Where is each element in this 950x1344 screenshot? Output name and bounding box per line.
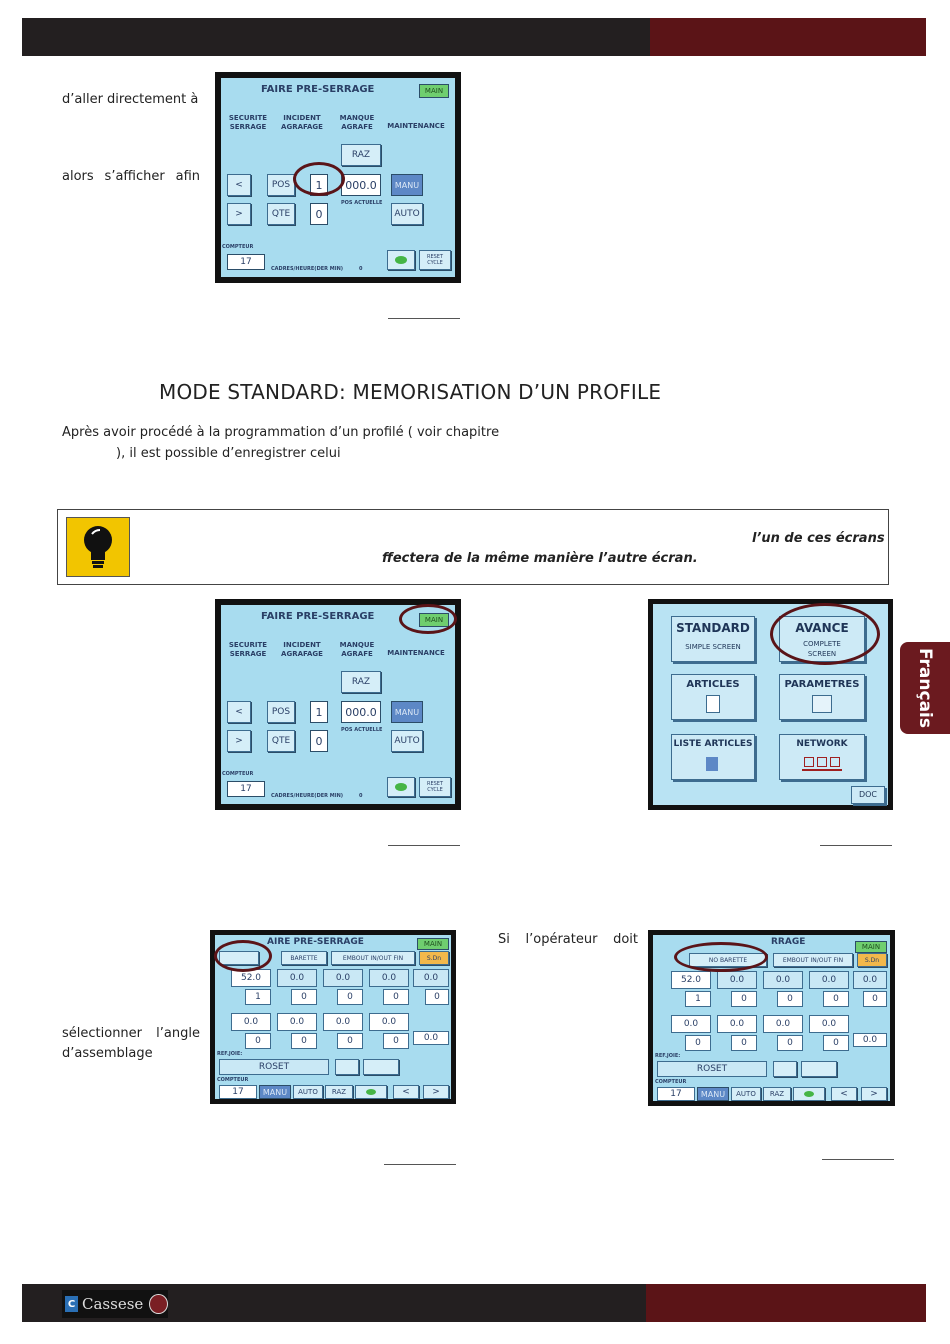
counter-field: 17: [227, 781, 265, 797]
auto-button[interactable]: AUTO: [293, 1085, 323, 1099]
table-cell[interactable]: 52.0: [671, 971, 711, 989]
table-cell[interactable]: 0.0: [717, 1015, 757, 1033]
main-button[interactable]: MAIN: [417, 938, 449, 950]
raz-button[interactable]: RAZ: [325, 1085, 353, 1099]
sdn-button[interactable]: S.Dn: [857, 953, 887, 967]
table-cell[interactable]: 52.0: [231, 969, 271, 987]
tip-box: [57, 509, 889, 585]
header-bar: [22, 18, 650, 56]
qte-button[interactable]: QTE: [267, 730, 295, 752]
bottom-text-right: Si l’opérateur doit: [498, 932, 638, 947]
table-cell[interactable]: 0: [823, 991, 849, 1007]
label-cadres: CADRES/HEURE(DER MIN): [271, 793, 344, 799]
main-button[interactable]: MAIN: [419, 613, 449, 627]
language-tab[interactable]: [900, 642, 950, 734]
folder-icon: [812, 695, 832, 713]
cadres-value: 0: [359, 266, 363, 272]
position-index-field[interactable]: 1: [310, 701, 328, 723]
screenshot-main-1: [215, 72, 461, 283]
reset-cycle-button[interactable]: RESET CYCLE: [419, 250, 451, 270]
position-index-field[interactable]: 1: [310, 174, 328, 196]
manu-button[interactable]: MANU: [391, 174, 423, 196]
table-cell[interactable]: 0: [337, 989, 363, 1005]
counter-field: 17: [219, 1085, 257, 1099]
table-cell[interactable]: 0.0: [323, 969, 363, 987]
auto-button[interactable]: AUTO: [731, 1087, 761, 1101]
table-cell[interactable]: 0: [337, 1033, 363, 1049]
label-incident: INCIDENT AGRAFAGE: [281, 114, 323, 131]
network-button[interactable]: NETWORK: [779, 734, 865, 780]
table-cell[interactable]: 0: [685, 1035, 711, 1051]
label-manque: MANQUE AGRAFE: [339, 114, 375, 131]
highlight-ring: [293, 162, 345, 196]
raz-button[interactable]: RAZ: [341, 144, 381, 166]
position-value-field[interactable]: 000.0: [341, 701, 381, 723]
ref-label: REF.JOIE:: [217, 1051, 243, 1057]
label-manque: MANQUE AGRAFE: [339, 641, 375, 658]
caption-line-4: [384, 1164, 456, 1165]
manu-button[interactable]: MANU: [259, 1085, 291, 1099]
label-securite: SECURITE SERRAGE: [228, 641, 268, 658]
label-cadres: CADRES/HEURE(DER MIN): [271, 266, 344, 272]
table-cell[interactable]: 0: [731, 1035, 757, 1051]
next-button[interactable]: >: [227, 203, 251, 225]
lcd-main-2: [221, 605, 455, 804]
table-cell[interactable]: 0.0: [277, 1013, 317, 1031]
confirm-icon-button[interactable]: [801, 1061, 837, 1077]
label-securite: SECURITE SERRAGE: [228, 114, 268, 131]
next-button[interactable]: >: [227, 730, 251, 752]
table-cell[interactable]: 0.0: [809, 971, 849, 989]
table-cell[interactable]: 0.0: [717, 971, 757, 989]
reset-icon-button[interactable]: [387, 777, 415, 797]
pos-button[interactable]: POS: [267, 701, 295, 723]
label-compteur: COMPTEUR: [222, 244, 254, 250]
reset-icon-button[interactable]: [355, 1085, 387, 1099]
table-cell[interactable]: 0: [777, 1035, 803, 1051]
header-accent: [650, 18, 926, 56]
label-compteur: COMPTEUR: [222, 771, 254, 777]
screen-title: RRAGE: [771, 937, 806, 947]
cadres-value: 0: [359, 793, 363, 799]
label-maintenance: MAINTENANCE: [387, 122, 445, 130]
barette-tab[interactable]: BARETTE: [281, 951, 327, 965]
paragraph-line-2: ), il est possible d’enregistrer celui: [116, 446, 341, 461]
paragraph-line-1: Après avoir procédé à la programmation d’un profilé ( voir chapitre: [62, 425, 500, 440]
table-cell[interactable]: 0: [383, 1033, 409, 1049]
table-cell[interactable]: 0: [823, 1035, 849, 1051]
table-cell[interactable]: 0.0: [763, 971, 803, 989]
table-cell[interactable]: 0.0: [853, 1033, 887, 1047]
next-button[interactable]: >: [423, 1085, 449, 1099]
label-pos-actuelle: POS ACTUELLE: [341, 727, 383, 733]
highlight-ring: [674, 942, 768, 972]
label-compteur: COMPTEUR: [217, 1077, 249, 1083]
table-cell[interactable]: 0.0: [671, 1015, 711, 1033]
qte-button[interactable]: QTE: [267, 203, 295, 225]
manu-button[interactable]: MANU: [391, 701, 423, 723]
caption-line-3: [820, 845, 892, 846]
position-value-field[interactable]: 000.0: [341, 174, 381, 196]
prev-button[interactable]: <: [393, 1085, 419, 1099]
screenshot-main-2: [215, 599, 461, 810]
tip-text-2: ffectera de la même manière l’autre écran.: [382, 551, 698, 566]
table-cell[interactable]: 0: [425, 989, 449, 1005]
label-compteur: COMPTEUR: [655, 1079, 687, 1085]
table-cell[interactable]: 0: [245, 1033, 271, 1049]
table-cell[interactable]: 1: [685, 991, 711, 1007]
raz-button[interactable]: RAZ: [341, 671, 381, 693]
doc-button[interactable]: DOC: [851, 786, 885, 804]
main-button[interactable]: MAIN: [855, 941, 887, 953]
auto-button[interactable]: AUTO: [391, 730, 423, 752]
articles-button[interactable]: ARTICLES: [671, 674, 755, 720]
embout-tab[interactable]: EMBOUT IN/OUT FIN: [331, 951, 415, 965]
table-cell[interactable]: 0.0: [231, 1013, 271, 1031]
confirm-icon-button[interactable]: [363, 1059, 399, 1075]
table-cell[interactable]: 0: [731, 991, 757, 1007]
label-maintenance: MAINTENANCE: [387, 649, 445, 657]
manu-button[interactable]: MANU: [697, 1087, 729, 1101]
reset-icon-button[interactable]: [387, 250, 415, 270]
intro-text-2: alors s’afficher afin: [62, 169, 200, 184]
screenshot-table-a: [210, 930, 456, 1104]
table-cell[interactable]: 0.0: [323, 1013, 363, 1031]
table-cell[interactable]: 1: [245, 989, 271, 1005]
section-title: MODE STANDARD: MEMORISATION D’UN PROFILE: [159, 380, 662, 404]
main-button[interactable]: MAIN: [419, 84, 449, 98]
highlight-ring: [770, 603, 880, 665]
table-cell[interactable]: 0.0: [369, 1013, 409, 1031]
screen-title: AIRE PRE-SERRAGE: [267, 937, 364, 947]
table-cell[interactable]: 0: [777, 991, 803, 1007]
label-pos-actuelle: POS ACTUELLE: [341, 200, 383, 206]
next-button[interactable]: >: [861, 1087, 887, 1101]
screen-title: FAIRE PRE-SERRAGE: [261, 611, 375, 622]
quantity-field[interactable]: 0: [310, 203, 328, 225]
quantity-field[interactable]: 0: [310, 730, 328, 752]
highlight-ring: [399, 604, 457, 634]
footer-accent: [646, 1284, 926, 1322]
caption-line-5: [822, 1159, 894, 1160]
ref-field[interactable]: ROSET: [219, 1059, 329, 1075]
network-icon: [802, 757, 842, 771]
table-cell[interactable]: 0: [291, 1033, 317, 1049]
counter-field: 17: [227, 254, 265, 270]
avance-button[interactable]: AVANCE COMPLETE SCREEN: [779, 616, 865, 662]
pos-button[interactable]: POS: [267, 174, 295, 196]
table-cell[interactable]: 0.0: [763, 1015, 803, 1033]
counter-field: 17: [657, 1087, 695, 1101]
reset-icon-button[interactable]: [793, 1087, 825, 1101]
raz-button[interactable]: RAZ: [763, 1087, 791, 1101]
table-cell[interactable]: 0.0: [413, 1031, 449, 1045]
intro-text-1: d’aller directement à: [62, 92, 199, 107]
prev-button[interactable]: <: [227, 701, 251, 723]
ref-label: REF.JOIE:: [655, 1053, 681, 1059]
highlight-ring: [214, 940, 272, 972]
lightbulb-icon: [66, 517, 130, 577]
table-cell[interactable]: 0.0: [413, 969, 449, 987]
embout-tab[interactable]: EMBOUT IN/OUT FIN: [773, 953, 853, 967]
label-incident: INCIDENT AGRAFAGE: [281, 641, 323, 658]
liste-articles-button[interactable]: LISTE ARTICLES: [671, 734, 755, 780]
caption-line-1: [388, 318, 460, 319]
tip-text-1: l’un de ces écrans: [752, 531, 885, 546]
upload-icon-button[interactable]: [335, 1059, 359, 1075]
standard-button[interactable]: STANDARD SIMPLE SCREEN: [671, 616, 755, 662]
reset-cycle-button[interactable]: RESET CYCLE: [419, 777, 451, 797]
sdn-button[interactable]: S.Dn: [419, 951, 449, 965]
upload-icon-button[interactable]: [773, 1061, 797, 1077]
language-tab-label: Français: [915, 648, 935, 728]
brand-emblem-icon: [149, 1294, 168, 1314]
document-icon: [706, 695, 720, 713]
ref-field[interactable]: ROSET: [657, 1061, 767, 1077]
table-cell[interactable]: 0.0: [277, 969, 317, 987]
table-cell[interactable]: 0.0: [853, 971, 887, 989]
table-cell[interactable]: 0: [291, 989, 317, 1005]
prev-button[interactable]: <: [227, 174, 251, 196]
table-cell[interactable]: 0.0: [809, 1015, 849, 1033]
barette-tab[interactable]: NO BARETTE: [689, 953, 767, 967]
screenshot-table-b: [648, 930, 895, 1106]
brand-mark-icon: C: [65, 1296, 78, 1312]
list-icon: [706, 757, 718, 771]
brand-name: Cassese: [82, 1295, 144, 1313]
prev-button[interactable]: <: [831, 1087, 857, 1101]
parametres-button[interactable]: PARAMETRES: [779, 674, 865, 720]
brand-logo: [62, 1290, 168, 1318]
table-cell[interactable]: 0: [383, 989, 409, 1005]
bottom-text-1: sélectionner l’angle: [62, 1026, 200, 1041]
table-cell[interactable]: 0.0: [369, 969, 409, 987]
caption-line-2: [388, 845, 460, 846]
screenshot-menu: [648, 599, 893, 810]
auto-button[interactable]: AUTO: [391, 203, 423, 225]
table-cell[interactable]: 0: [863, 991, 887, 1007]
screen-title: FAIRE PRE-SERRAGE: [261, 84, 375, 95]
bottom-text-2: d’assemblage: [62, 1046, 153, 1061]
